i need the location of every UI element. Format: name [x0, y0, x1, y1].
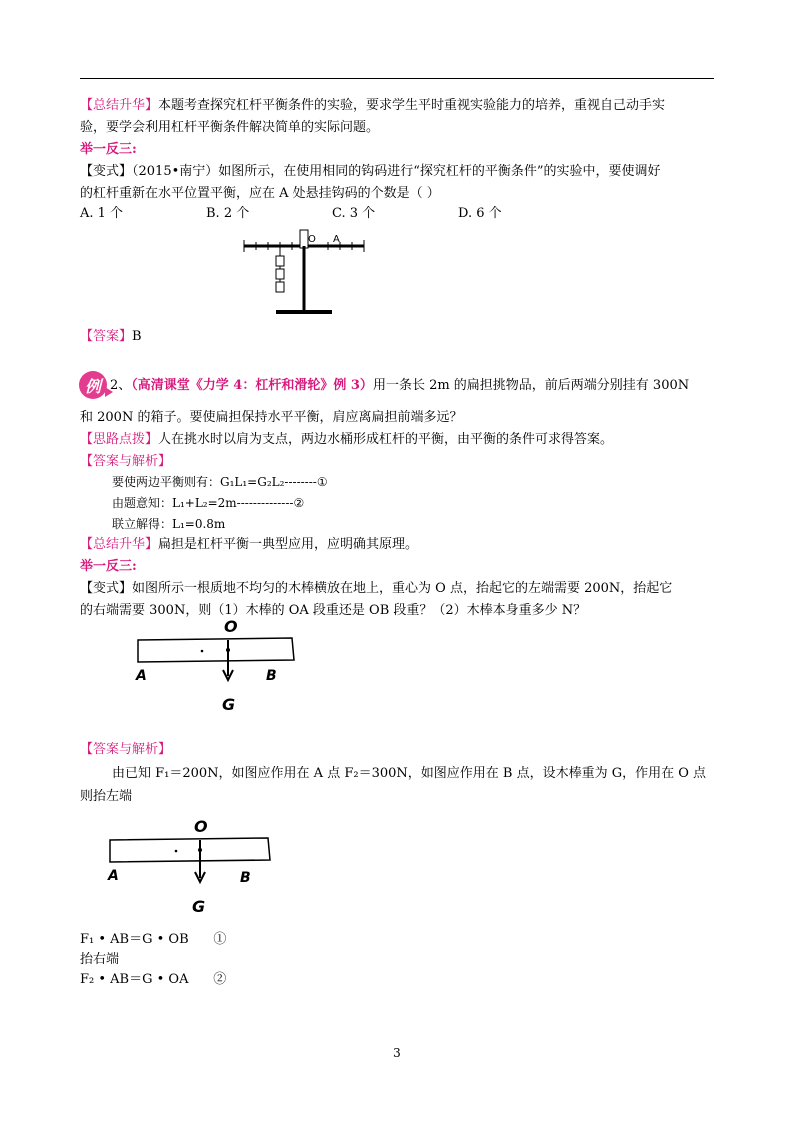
header-rule [80, 78, 714, 79]
answer-paragraph [80, 327, 142, 347]
fig3-label-a: A [108, 868, 119, 884]
step-2: 由题意知：L₁+L₂=2m--------------② [112, 496, 305, 510]
example-answer-2: 则抬左端 [80, 789, 133, 804]
example-question-1: 用一条长 2m 的扁担挑物品，前后两端分别挂有 300N [372, 378, 690, 393]
lift-right-text: 抬右端 [80, 952, 120, 967]
example-question-2: 和 200N 的箱子。要使扁担保持水平平衡，肩应离扁担前端多远？ [80, 410, 463, 425]
answer-tag: 【答案】 [80, 329, 133, 344]
fig2-label-g: G [222, 695, 236, 714]
variant-paragraph [80, 162, 661, 182]
example-summary-text: 扁担是杠杆平衡一典型应用，应明确其原理。 [158, 537, 419, 552]
variant-tag: 【变式】 [80, 164, 133, 179]
fig3-label-g: G [192, 897, 206, 916]
example-answer-tag: 【答案与解析】 [80, 742, 172, 757]
example-question [110, 376, 689, 396]
option-d: D. 6 个 [458, 206, 502, 221]
example-summary-tag: 【总结升华】 [80, 537, 159, 552]
follow-up-heading: 举一反三: [80, 142, 137, 157]
example-summary [80, 535, 418, 555]
analysis-tag: 【答案与解析】 [80, 454, 172, 469]
hint-text: 人在挑水时以肩为支点，两边水桶形成杠杆的平衡，由平衡的条件可求得答案。 [158, 432, 614, 447]
summary-text-2: 验，要学会利用杠杆平衡条件解决简单的实际问题。 [80, 120, 380, 135]
options-row [80, 204, 584, 224]
example-answer-1: 由已知 F₁＝200N，如图应作用在 A 点 F₂＝300N，如图应作用在 B 点，设木棒重为 G，作用在 O 点 [112, 766, 707, 781]
step-1: 要使两边平衡则有：G₁L₁=G₂L₂--------① [112, 475, 328, 489]
page-number: 3 [393, 1046, 401, 1060]
step-3: 联立解得：L₁=0.8m [112, 517, 226, 531]
variant-text-2: 的杠杆重新在水平位置平衡，应在 A 处悬挂钩码的个数是（ ） [80, 186, 440, 201]
fig2-label-a: A [136, 668, 147, 684]
stick-figure-1 [132, 618, 312, 718]
option-a: A. 1 个 [80, 206, 124, 221]
fig1-label-a: A [333, 234, 340, 245]
variant-text-1: （2015•南宁）如图所示，在使用相同的钩码进行“探究杠杆的平衡条件”的实验中，要使调好 [132, 164, 661, 179]
example-variant-tag: 【变式】 [80, 581, 133, 596]
summary-text-1: 本题考查探究杠杆平衡条件的实验，要求学生平时重视实验能力的培养，重视自己动手实 [158, 98, 666, 113]
example-variant [80, 579, 672, 599]
example-number: 2、 [110, 378, 132, 393]
example-source: （高清课堂《力学 4：杠杆和滑轮》例 3） [131, 378, 373, 393]
summary-tag: 【总结升华】 [80, 98, 159, 113]
example-follow-up: 举一反三: [80, 559, 137, 574]
example-variant-text-1: 如图所示一根质地不均匀的木棒横放在地上，重心为 O 点，抬起它的左端需要 200N，抬起它 [132, 581, 673, 596]
hint-paragraph [80, 430, 613, 450]
fig1-label-o: O [308, 234, 316, 245]
lever-apparatus-figure [236, 226, 376, 318]
example-variant-text-2: 的右端需要 300N，则（1）木棒的 OA 段重还是 OB 段重？（2）木棒本身重多少 N？ [80, 603, 587, 618]
equation-2: F₂ • AB＝G • OA ② [80, 972, 227, 987]
fig2-label-b: B [266, 668, 277, 684]
fig3-label-b: B [240, 870, 251, 886]
example-badge: 例 [79, 371, 107, 399]
fig2-label-o: O [224, 617, 238, 636]
answer-value: B [132, 329, 142, 344]
option-c: C. 3 个 [332, 206, 376, 221]
fig3-label-o: O [194, 817, 208, 836]
option-b: B. 2 个 [206, 206, 250, 221]
hint-tag: 【思路点拨】 [80, 432, 159, 447]
equation-1: F₁ • AB＝G • OB ① [80, 932, 227, 947]
stick-figure-2 [104, 816, 284, 916]
summary-paragraph [80, 96, 665, 116]
